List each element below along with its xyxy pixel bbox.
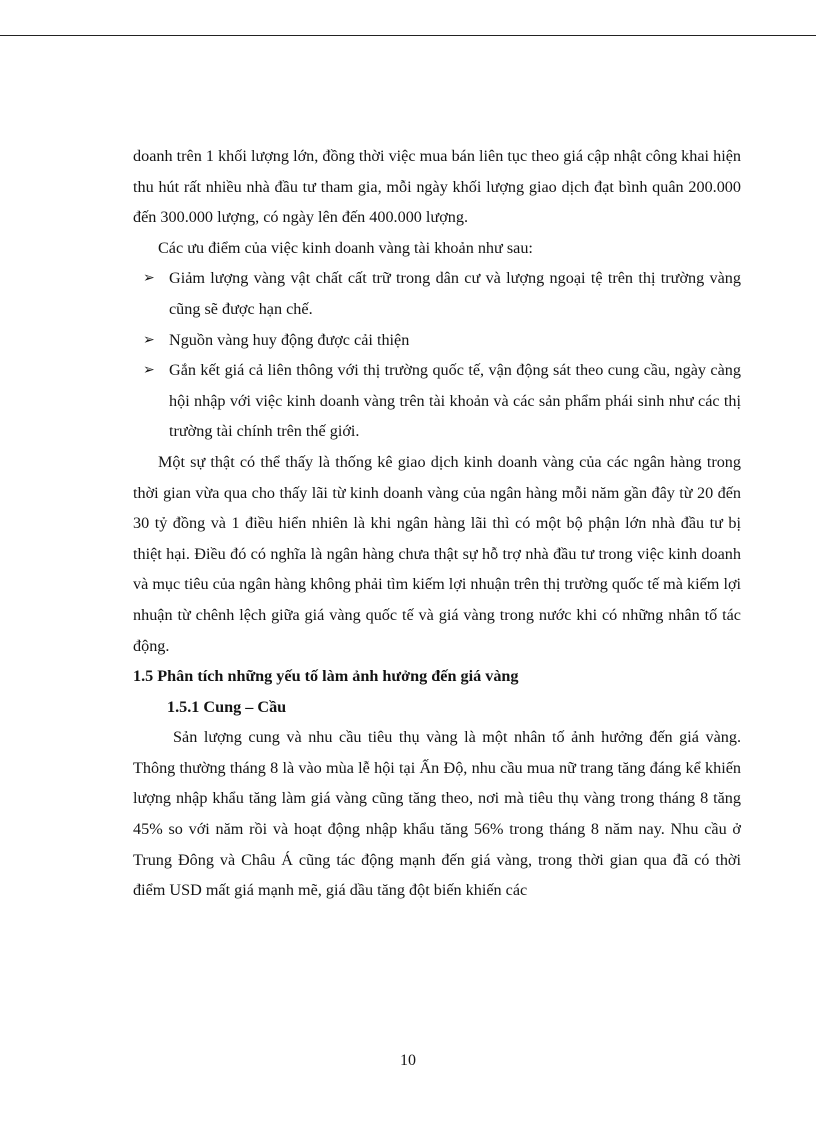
list-item-text: Gắn kết giá cả liên thông với thị trường quốc tế, vận động sát theo cung cầu, ngày càng hội nhập với việc kinh doanh vàng trên tài khoản và các sản phẩm phái sinh như các thị trường tài chính trên thế giới. bbox=[169, 361, 741, 441]
arrow-bullet-icon: ➢ bbox=[143, 270, 155, 287]
body-paragraph: Một sự thật có thể thấy là thống kê giao dịch kinh doanh vàng của các ngân hàng trong thời gian vừa qua cho thấy lãi từ kinh doanh vàng của ngân hàng mỗi năm gần đây từ 20 đến 30 tỷ đồng và 1 điều hiển nhiên là khi ngân hàng lãi thì có một bộ phận lớn nhà đầu tư bị thiệt hại. Điều đó có nghĩa là ngân hàng chưa thật sự hỗ trợ nhà đầu tư trong việc kinh doanh và mục tiêu của ngân hàng không phải tìm kiếm lợi nhuận trên thị trường quốc tế mà kiếm lợi nhuận từ chênh lệch giữa giá vàng quốc tế và giá vàng trong nước khi có những nhân tố tác động. bbox=[133, 452, 741, 655]
section-heading: 1.5 Phân tích những yếu tố làm ảnh hưởng đến giá vàng bbox=[133, 667, 519, 686]
list-item-text: Giảm lượng vàng vật chất cất trữ trong dân cư và lượng ngoại tệ trên thị trường vàng cũng sẽ được hạn chế. bbox=[169, 269, 741, 318]
subsection-heading: 1.5.1 Cung – Cầu bbox=[167, 697, 287, 716]
advantages-list bbox=[133, 263, 741, 447]
advantages-intro: Các ưu điểm của việc kinh doanh vàng tài khoản như sau: bbox=[158, 238, 533, 257]
body-paragraph: Sản lượng cung và nhu cầu tiêu thụ vàng là một nhân tố ảnh hưởng đến giá vàng. Thông thường tháng 8 là vào mùa lễ hội tại Ấn Độ, nhu cầu mua nữ trang tăng đáng kể khiến lượng nhập khẩu tăng làm giá vàng cũng tăng theo, nơi mà tiêu thụ vàng trong tháng 8 tăng 45% so với năm rồi và hoạt động nhập khẩu tăng 56% trong tháng 8 năm nay. Nhu cầu ở Trung Đông và Châu Á cũng tác động mạnh đến giá vàng, trong thời gian qua đã có thời điểm USD mất giá mạnh mẽ, giá dầu tăng đột biến khiến các bbox=[133, 728, 741, 900]
header-rule bbox=[0, 35, 816, 36]
list-item bbox=[133, 263, 741, 324]
arrow-bullet-icon: ➢ bbox=[143, 331, 155, 348]
body-paragraph: doanh trên 1 khối lượng lớn, đồng thời việc mua bán liên tục theo giá cập nhật công khai hiện thu hút rất nhiều nhà đầu tư tham gia, mỗi ngày khối lượng giao dịch đạt bình quân 200.000 đến 300.000 lượng, có ngày lên đến 400.000 lượng. bbox=[133, 147, 741, 227]
page-number: 10 bbox=[400, 1052, 416, 1069]
list-item-text: Nguồn vàng huy động được cải thiện bbox=[169, 330, 410, 349]
list-item bbox=[133, 355, 741, 447]
arrow-bullet-icon: ➢ bbox=[143, 362, 155, 379]
page-body bbox=[133, 141, 741, 906]
list-item bbox=[133, 325, 741, 356]
